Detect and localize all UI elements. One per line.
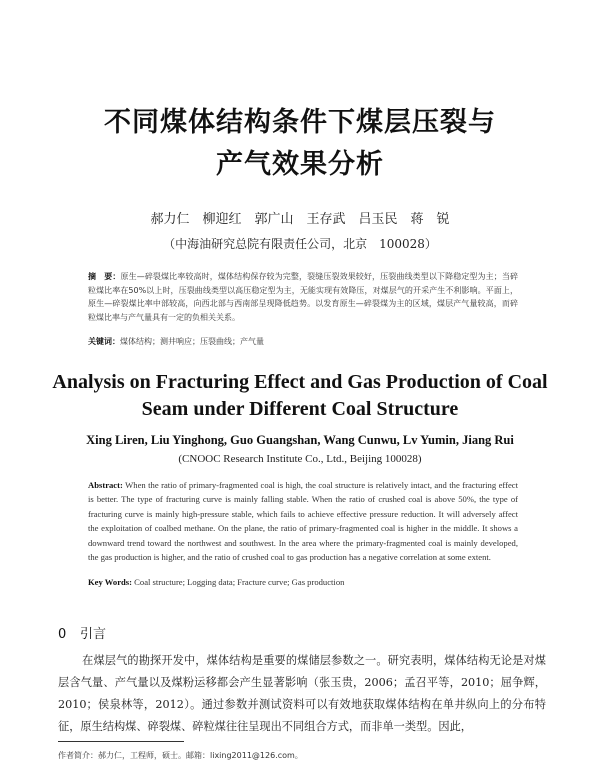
- abstract-en-text: When the ratio of primary-fragmented coal is high, the coal structure is relatively intact, and the fracturing effect is better. The type of fracturing curve is mainly falling stable. When the ratio of crushed coal is above 50%, the type of fracturing curve is mainly high-pressure stable, which fails to achieve effective pressure reduction. It will adversely affect the exploitation of coalbed methane. On the plane, the ratio of primary-fragmented coal is higher in the middle. It shows a downward trend toward the northwest and southwest. In the area where the primary-fragmented coal is mainly developed, the gas production is higher, and the ratio of crushed coal to gas production has a negative correlation at some extent.: [88, 480, 518, 563]
- title-en-line2: Seam under Different Coal Structure: [141, 398, 459, 420]
- abstract-cn: [88, 270, 518, 324]
- title-cn-line2: 产气效果分析: [216, 149, 384, 180]
- keywords-cn-label: 关键词：: [88, 337, 120, 346]
- authors-cn: 郝力仁 柳迎红 郭广山 王存武 吕玉民 蒋 锐: [150, 212, 450, 227]
- affiliation-en: (CNOOC Research Institute Co., Ltd., Beijing 100028): [178, 453, 422, 465]
- section-heading: [58, 623, 106, 642]
- section-title: 引言: [80, 627, 107, 642]
- abstract-cn-label: 摘 要：: [88, 272, 121, 281]
- section-number: 0: [58, 627, 67, 642]
- keywords-cn-text: 煤体结构；测井响应；压裂曲线；产气量: [120, 337, 264, 346]
- authors-en: Xing Liren, Liu Yinghong, Guo Guangshan, Wang Cunwu, Lv Yumin, Jiang Rui: [86, 433, 514, 447]
- title-cn-line1: 不同煤体结构条件下煤层压裂与: [104, 107, 496, 138]
- title-en-line1: Analysis on Fracturing Effect and Gas Production of Coal: [52, 371, 548, 393]
- abstract-en-label: Abstract:: [88, 480, 123, 490]
- keywords-en-text: Coal structure; Logging data; Fracture curve; Gas production: [134, 577, 345, 587]
- affiliation-cn: （中海油研究总院有限责任公司，北京 100028）: [163, 237, 437, 251]
- abstract-cn-text: 原生—碎裂煤比率较高时，煤体结构保存较为完整，裂缝压裂效果较好，压裂曲线类型以下降稳定型为主；当碎粒煤比率在50%以上时，压裂曲线类型以高压稳定型为主，无能实现有效降压，对煤层气的开采产生不利影响。平面上，原生—碎裂煤比率中部较高，向西北部与西南部呈现降低趋势。以发育原生—碎裂煤为主的区域，煤层产气量较高，而碎粒煤比率与产气量具有一定的负相关关系。: [88, 272, 519, 322]
- abstract-en: [88, 478, 518, 564]
- keywords-en: [88, 577, 518, 587]
- body-text: 在煤层气的勘探开发中，煤体结构是重要的煤储层参数之一。研究表明，煤体结构无论是对煤层含气量、产气量以及煤粉运移都会产生显著影响（张玉贵，2006；孟召平等，2010；屈争辉，2010；侯泉林等，2012）。通过参数并测试资料可以有效地获取煤体结构在单井纵向上的分布特征，原生结构煤、碎裂煤、碎粒煤往往呈现出不同组合方式，而非单一类型。因此，: [58, 654, 546, 733]
- body-paragraph: [58, 650, 546, 738]
- keywords-cn: [88, 336, 518, 347]
- keywords-en-label: Key Words:: [88, 577, 133, 587]
- footnote: 作者简介：郝力仁，工程师，硕士。邮箱：lixing2011@126.com。: [58, 751, 303, 760]
- footnote-divider: [58, 741, 184, 742]
